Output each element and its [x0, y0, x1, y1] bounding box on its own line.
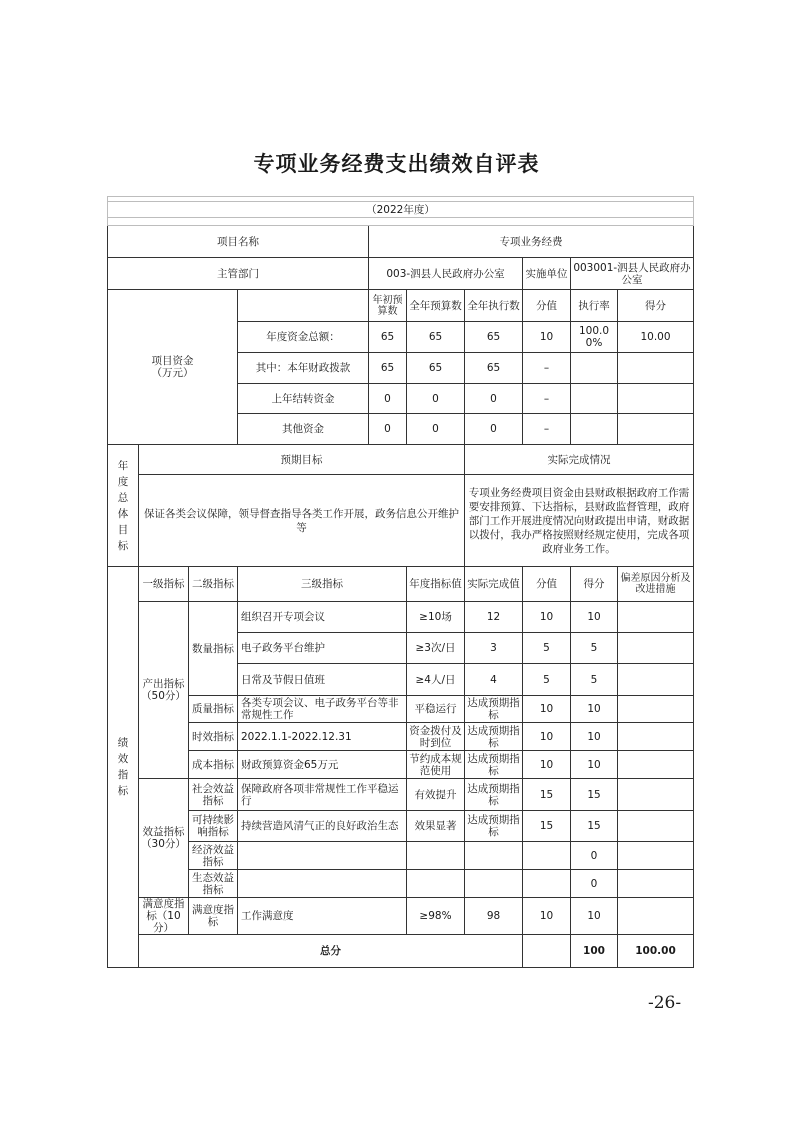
- perf-header: 分值: [523, 567, 571, 602]
- funds-cell: [618, 353, 694, 384]
- perf-header: 年度指标值: [407, 567, 465, 602]
- funds-cell: [571, 384, 618, 414]
- funds-row-name: 上年结转资金: [238, 384, 369, 414]
- perf-score-full: 10: [523, 723, 571, 751]
- perf-deviation: [618, 633, 694, 664]
- perf-actual: 12: [465, 602, 523, 633]
- perf-score: 10: [571, 898, 618, 935]
- perf-score-full: 5: [523, 664, 571, 696]
- perf-l3: 组织召开专项会议: [238, 602, 407, 633]
- goals-side-label: 年 度 总 体 目 标: [108, 445, 139, 567]
- perf-target: ≥4人/日: [407, 664, 465, 696]
- funds-header: 执行率: [571, 290, 618, 322]
- funds-cell: 65: [369, 322, 407, 353]
- unit-value: 003001-泗县人民政府办公室: [571, 258, 694, 290]
- project-name-row: [108, 226, 694, 258]
- perf-header: 一级指标: [139, 567, 189, 602]
- perf-l3: 日常及节假日值班: [238, 664, 407, 696]
- expected-goal-header: 预期目标: [139, 445, 465, 475]
- funds-cell: 0: [369, 384, 407, 414]
- perf-target: ≥10场: [407, 602, 465, 633]
- perf-row: [108, 723, 694, 751]
- funds-cell: –: [523, 384, 571, 414]
- perf-l2: 社会效益指标: [189, 779, 238, 811]
- perf-deviation: [618, 779, 694, 811]
- perf-deviation: [618, 723, 694, 751]
- funds-row-name: 其中：本年财政拨款: [238, 353, 369, 384]
- perf-row: [108, 751, 694, 779]
- perf-l3: [238, 870, 407, 898]
- perf-row: [108, 898, 694, 935]
- perf-actual: 98: [465, 898, 523, 935]
- perf-score-full: 10: [523, 602, 571, 633]
- perf-deviation: [618, 898, 694, 935]
- perf-l3: 工作满意度: [238, 898, 407, 935]
- perf-score: 15: [571, 811, 618, 842]
- perf-score-full: 15: [523, 779, 571, 811]
- funds-cell: –: [523, 353, 571, 384]
- perf-target: ≥3次/日: [407, 633, 465, 664]
- perf-deviation: [618, 664, 694, 696]
- actual-result-text: 专项业务经费项目资金由县财政根据政府工作需要安排预算、下达指标，县财政监督管理，政府部门工作开展进度情况向财政提出申请，财政据以拨付，我办严格按照财经规定使用，完成各项政府业务工作。: [465, 475, 694, 567]
- total-score-full: 100: [571, 935, 618, 968]
- perf-row: [108, 696, 694, 723]
- funds-cell: [571, 353, 618, 384]
- perf-header: 得分: [571, 567, 618, 602]
- perf-row: [108, 842, 694, 870]
- perf-l2: 生态效益指标: [189, 870, 238, 898]
- funds-header-row: [108, 290, 694, 322]
- funds-header-empty: [238, 290, 369, 322]
- perf-deviation: [618, 842, 694, 870]
- funds-cell: 65: [407, 322, 465, 353]
- total-empty: [523, 935, 571, 968]
- perf-l3: 财政预算资金65万元: [238, 751, 407, 779]
- perf-score-full: 10: [523, 696, 571, 723]
- perf-header: 二级指标: [189, 567, 238, 602]
- funds-cell: –: [523, 414, 571, 445]
- perf-score: 10: [571, 602, 618, 633]
- funds-header: 全年预算数: [407, 290, 465, 322]
- perf-score-full: [523, 842, 571, 870]
- funds-cell: 0: [369, 414, 407, 445]
- performance-evaluation-table: [107, 196, 694, 968]
- total-label: 总分: [139, 935, 523, 968]
- perf-score: 5: [571, 633, 618, 664]
- perf-l2: 成本指标: [189, 751, 238, 779]
- perf-score: 0: [571, 870, 618, 898]
- funds-cell: 0: [465, 414, 523, 445]
- funds-header: 得分: [618, 290, 694, 322]
- perf-target: 效果显著: [407, 811, 465, 842]
- page-title: 专项业务经费支出绩效自评表: [253, 151, 540, 176]
- perf-row: [108, 811, 694, 842]
- perf-score: 15: [571, 779, 618, 811]
- perf-score: 0: [571, 842, 618, 870]
- funds-cell: 65: [465, 353, 523, 384]
- benefit-indicator-label: 效益指标 （30分）: [139, 779, 189, 898]
- funds-cell: [618, 414, 694, 445]
- perf-l3: 保障政府各项非常规性工作平稳运行: [238, 779, 407, 811]
- funds-row-name: 其他资金: [238, 414, 369, 445]
- funds-row-name: 年度资金总额：: [238, 322, 369, 353]
- perf-score-full: 5: [523, 633, 571, 664]
- year-label: （2022年度）: [108, 202, 694, 218]
- funds-cell: 65: [465, 322, 523, 353]
- perf-score-full: 10: [523, 898, 571, 935]
- goals-content-row: [108, 475, 694, 567]
- perf-score-full: 10: [523, 751, 571, 779]
- satisfaction-indicator-label: 满意度指标（10分）: [139, 898, 189, 935]
- perf-score: 10: [571, 751, 618, 779]
- funds-label: 项目资金 （万元）: [108, 290, 238, 445]
- perf-actual: 达成预期指标: [465, 723, 523, 751]
- perf-row: [108, 602, 694, 633]
- perf-actual: 达成预期指标: [465, 696, 523, 723]
- perf-row: [108, 779, 694, 811]
- perf-actual: 3: [465, 633, 523, 664]
- funds-cell: 10.00: [618, 322, 694, 353]
- perf-actual: 达成预期指标: [465, 751, 523, 779]
- perf-target: 节约成本规范使用: [407, 751, 465, 779]
- perf-l3: 各类专项会议、电子政务平台等非常规性工作: [238, 696, 407, 723]
- perf-score: 10: [571, 723, 618, 751]
- dept-value: 003-泗县人民政府办公室: [369, 258, 523, 290]
- perf-actual: 4: [465, 664, 523, 696]
- total-row: [108, 935, 694, 968]
- perf-deviation: [618, 696, 694, 723]
- perf-deviation: [618, 870, 694, 898]
- department-row: [108, 258, 694, 290]
- funds-cell: 10: [523, 322, 571, 353]
- perf-target: [407, 842, 465, 870]
- quantity-indicator-label: 数量指标: [189, 602, 238, 696]
- unit-label: 实施单位: [523, 258, 571, 290]
- project-name-label: 项目名称: [108, 226, 369, 258]
- expected-goal-text: 保证各类会议保障，领导督查指导各类工作开展，政务信息公开维护等: [139, 475, 465, 567]
- perf-target: 资金拨付及时到位: [407, 723, 465, 751]
- funds-cell: 100.00%: [571, 322, 618, 353]
- funds-cell: 65: [369, 353, 407, 384]
- perf-l2: 经济效益指标: [189, 842, 238, 870]
- perf-l3: 持续营造风清气正的良好政治生态: [238, 811, 407, 842]
- perf-score-full: [523, 870, 571, 898]
- funds-cell: 0: [407, 384, 465, 414]
- perf-l2: 质量指标: [189, 696, 238, 723]
- funds-cell: [618, 384, 694, 414]
- perf-l3: 2022.1.1-2022.12.31: [238, 723, 407, 751]
- page-number: -26-: [648, 993, 682, 1013]
- perf-header: 实际完成值: [465, 567, 523, 602]
- perf-target: 平稳运行: [407, 696, 465, 723]
- perf-target: [407, 870, 465, 898]
- funds-header: 全年执行数: [465, 290, 523, 322]
- funds-cell: [571, 414, 618, 445]
- perf-l2: 可持续影响指标: [189, 811, 238, 842]
- perf-l2: 满意度指标: [189, 898, 238, 935]
- perf-score: 5: [571, 664, 618, 696]
- funds-header: 分值: [523, 290, 571, 322]
- perf-actual: 达成预期指标: [465, 811, 523, 842]
- perf-header: 三级指标: [238, 567, 407, 602]
- actual-result-header: 实际完成情况: [465, 445, 694, 475]
- perf-target: 有效提升: [407, 779, 465, 811]
- perf-actual: [465, 842, 523, 870]
- perf-l3: [238, 842, 407, 870]
- funds-cell: 0: [407, 414, 465, 445]
- perf-l2: 时效指标: [189, 723, 238, 751]
- perf-score-full: 15: [523, 811, 571, 842]
- funds-cell: 65: [407, 353, 465, 384]
- funds-cell: 0: [465, 384, 523, 414]
- perf-actual: 达成预期指标: [465, 779, 523, 811]
- perf-header-row: [108, 567, 694, 602]
- output-indicator-label: 产出指标 （50分）: [139, 602, 189, 779]
- perf-deviation: [618, 602, 694, 633]
- perf-l3: 电子政务平台维护: [238, 633, 407, 664]
- project-name-value: 专项业务经费: [369, 226, 694, 258]
- perf-deviation: [618, 751, 694, 779]
- perf-row: [108, 870, 694, 898]
- perf-target: ≥98%: [407, 898, 465, 935]
- perf-header: 偏差原因分析及改进措施: [618, 567, 694, 602]
- dept-label: 主管部门: [108, 258, 369, 290]
- perf-actual: [465, 870, 523, 898]
- funds-header: 年初预算数: [369, 290, 407, 322]
- total-score: 100.00: [618, 935, 694, 968]
- perf-deviation: [618, 811, 694, 842]
- goals-header-row: [108, 445, 694, 475]
- perf-side-label: 绩 效 指 标: [108, 567, 139, 968]
- perf-score: 10: [571, 696, 618, 723]
